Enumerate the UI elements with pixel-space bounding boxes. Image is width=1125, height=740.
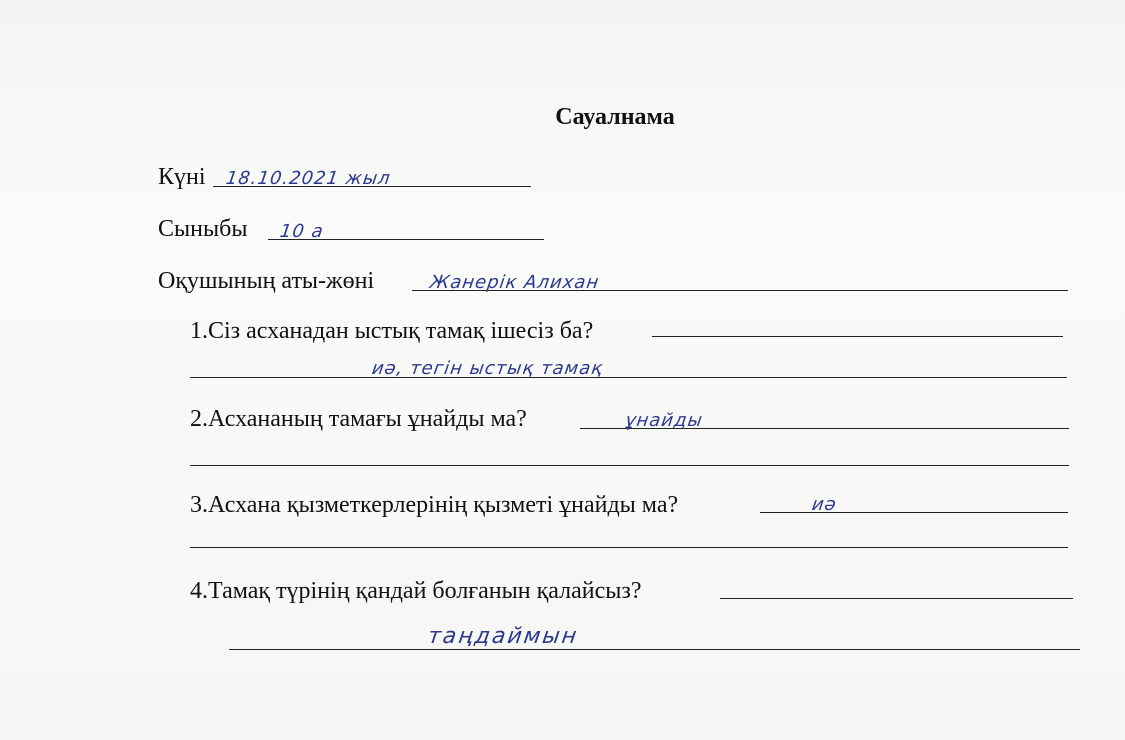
question-3-label: 3.Асхана қызметкерлерінің қызметі ұнайды ма?: [190, 492, 679, 518]
question-1-answer: иә, тегін ыстық тамақ: [370, 358, 605, 379]
question-1-label: 1.Сіз асханадан ыстық тамақ ішесіз ба?: [190, 318, 594, 344]
class-label: Сыныбы: [158, 216, 248, 242]
question-2-line-b: [190, 465, 1069, 466]
question-1-line-b: [190, 377, 1067, 378]
question-3-answer: иә: [810, 494, 839, 515]
class-value: 10 а: [278, 221, 326, 242]
name-label: Оқушының аты-жөні: [158, 268, 375, 294]
page-title: Сауалнама: [555, 104, 675, 130]
date-label: Күні: [158, 164, 206, 190]
question-4-line-b: [229, 649, 1080, 650]
question-2-label: 2.Асхананың тамағы ұнайды ма?: [190, 406, 527, 432]
name-value: Жанерік Алихан: [428, 272, 601, 293]
question-4-line-a: [720, 598, 1073, 599]
date-value: 18.10.2021 жыл: [224, 168, 393, 189]
question-3-line-a: [760, 512, 1068, 513]
question-2-answer: ұнайды: [623, 410, 705, 431]
question-3-line-b: [190, 547, 1068, 548]
question-1-line-a: [652, 336, 1063, 337]
question-4-label: 4.Тамақ түрінің қандай болғанын қалайсыз?: [190, 578, 642, 604]
question-4-answer: таңдаймын: [426, 624, 580, 649]
